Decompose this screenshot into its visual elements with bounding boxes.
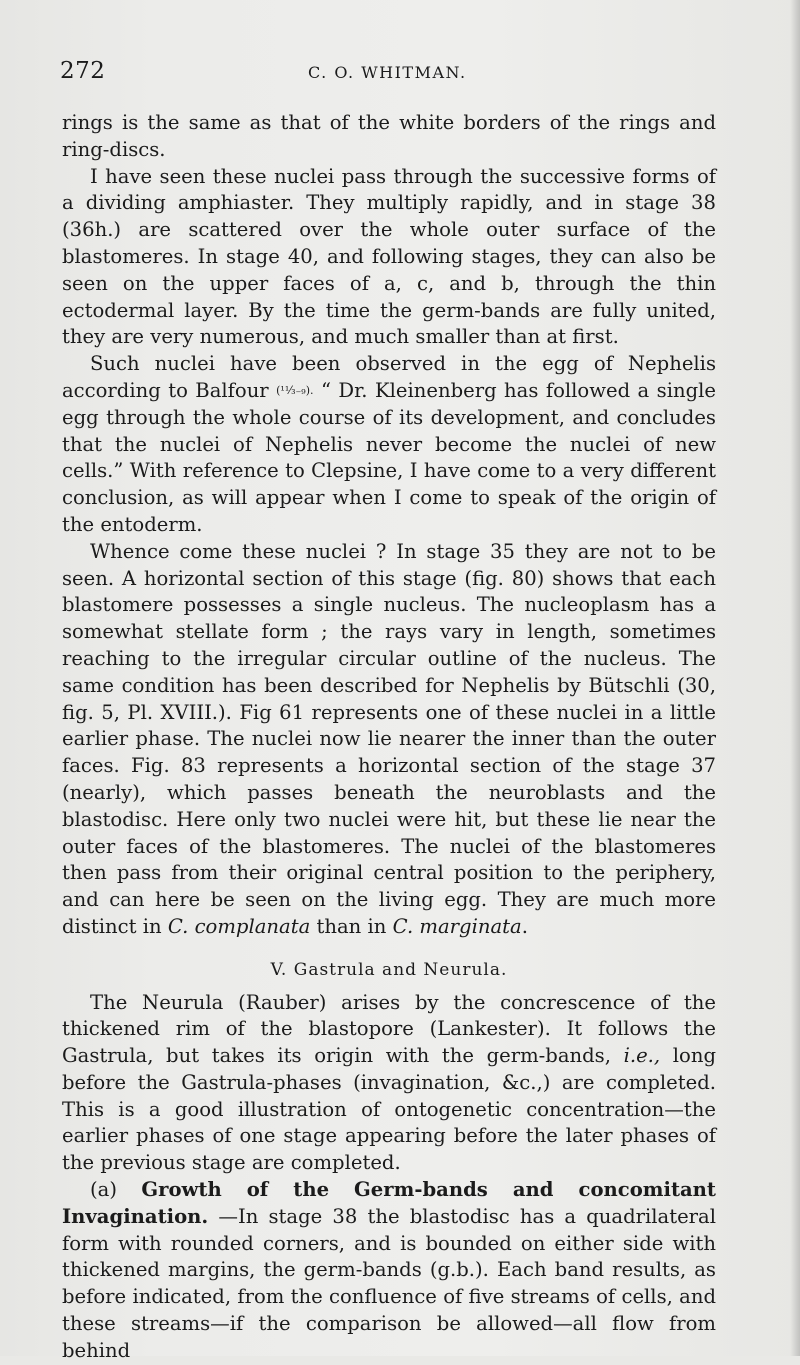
subsection-paragraph	[62, 1177, 716, 1365]
paragraph-text: .	[521, 914, 528, 938]
paragraph-text: —In stage 38 the blastodisc has a quadrilateral form with rounded corners, and is bounded on either side with thickened margins, the germ-bands (g.b.). Each band results, as before indicated, from the confluence of five streams of cells, and these streams—if the comparison be allowed—all flow from behind	[62, 1204, 716, 1362]
paragraph-text: than in	[310, 914, 393, 938]
paragraph	[62, 990, 716, 1178]
paragraph-text: “ Dr. Kleinenberg has followed a single egg through the whole course of its development, and concludes that the nuclei of Nephelis never become the nuclei of new cells.” With reference to Clepsine, I have come to a very different conclusion, as will appear when I come to speak of the origin of the entoderm.	[62, 378, 717, 536]
subsection-title: Growth of the Germ-bands and concomitant Invagination.	[62, 1178, 716, 1228]
citation-fraction: (¹¹⁄₃₋₉).	[276, 383, 314, 397]
paragraph-text: Such nuclei have been observed in the egg of Nephelis according to Balfour	[62, 352, 716, 402]
subsection-label: (a)	[90, 1178, 117, 1202]
abbreviation: i.e.,	[623, 1044, 661, 1068]
page-edge-shadow	[790, 0, 800, 1356]
paragraph	[62, 351, 716, 539]
paragraph: rings is the same as that of the white borders of the rings and ring-discs.	[62, 111, 716, 161]
body-text	[62, 110, 716, 1365]
paragraph-text: long before the Gastrula-phases (invagination, &c.,) are completed. This is a good illustration of ontogenetic concentration—the earlier phases of one stage appearing before the later phases of the previous stage are completed.	[62, 1044, 716, 1175]
species-name: C. complanata	[167, 914, 311, 938]
species-name: C. marginata	[392, 914, 522, 938]
paragraph-text: The Neurula (Rauber) arises by the concrescence of the thickened rim of the blastopore (Lankester). It follows the Gastrula, but takes its origin with the germ-bands,	[62, 990, 716, 1068]
running-head: C. O. WHITMAN.	[308, 63, 467, 82]
page-header	[60, 58, 720, 92]
paragraph-text: Whence come these nuclei ? In stage 35 they are not to be seen. A horizontal section of this stage (fig. 80) shows that each blastomere possesses a single nucleus. The nucleoplasm has a somewhat stellate form ; the rays vary in length, sometimes reaching to the irregular circular outline of the nucleus. The same condition has been described for Nephelis by Bütschli (30, fig. 5, Pl. XVIII.). Fig 61 represents one of these nuclei in a little earlier phase. The nuclei now lie nearer the inner than the outer faces. Fig. 83 represents a horizontal section of the stage 37 (nearly), which passes beneath the neuroblasts and the blastodisc. Here only two nuclei were hit, but these lie near the outer faces of the blastomeres. The nuclei of the blastomeres then pass from their original central position to the periphery, and can here be seen on the living egg. They are much more distinct in	[62, 539, 716, 938]
paragraph: I have seen these nuclei pass through the successive forms of a dividing amphiaster. They multiply rapidly, and in stage 38 (36h.) are scattered over the whole outer surface of the blastomeres. In stage 40, and following stages, they can also be seen on the upper faces of a, c, and b, through the thin ectodermal layer. By the time the germ-bands are fully united, they are very numerous, and much smaller than at first.	[62, 164, 716, 349]
paragraph	[62, 539, 716, 941]
section-heading: V. Gastrula and Neurula.	[270, 959, 508, 980]
page-number: 272	[60, 58, 106, 84]
